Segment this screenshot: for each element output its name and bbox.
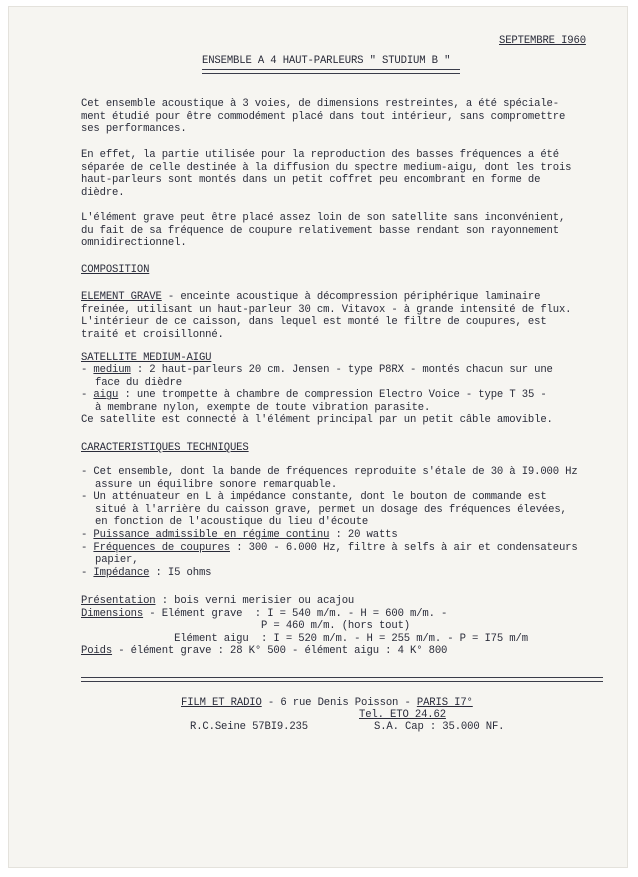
text-line: Cet ensemble, dont la bande de fréquences reproduite s'étale de 30 à I9.000 Hz xyxy=(93,466,578,478)
satellite-block: - medium : 2 haut-parleurs 20 cm. Jensen - type P8RX - montés chacun sur une face du dièdre - aigu : une trompette à chambre de compression Electro Voice - type T 35 - à membrane nylon, exempte de toute vibration parasite. Ce satellite est connecté à l'élément principal par un petit câble amovible. xyxy=(81,364,601,427)
dimensions-line: Elément aigu : I = 520 m/m. - H = 255 m/m. - P = I75 m/m xyxy=(81,632,528,645)
company-registration: R.C.Seine 57BI9.235 xyxy=(190,721,308,733)
footer-address-line xyxy=(181,697,473,710)
text-line: face du dièdre xyxy=(95,376,182,389)
weight-label: Poids xyxy=(81,645,113,658)
text-line: situé à l'arrière du caisson grave, permet un dosage des fréquences élevées, xyxy=(95,503,567,516)
text-line: freinée, utilisant un haut-parleur 30 cm. Vitavox - à grande intensité de flux. xyxy=(81,303,572,316)
text-line: du fait de sa fréquence de coupure relativement basse rendant son rayonnement xyxy=(81,224,559,237)
element-grave-label: ELEMENT GRAVE xyxy=(81,291,162,303)
text-line: assure un équilibre sonore remarquable. xyxy=(95,478,338,491)
company-city: PARIS I7° xyxy=(416,697,473,709)
title-double-underline xyxy=(202,69,460,74)
company-telephone: Tel. ETO 24.62 xyxy=(359,709,446,721)
satellite-note: Ce satellite est connecté à l'élément principal par un petit câble amovible. xyxy=(81,414,553,427)
specs-block: - Cet ensemble, dont la bande de fréquences reproduite s'étale de 30 à I9.000 Hz assure un équilibre sonore remarquable. - Un atténuateur en L à impédance constante, dont le bouton de commande est situé à l'arrière du caisson grave, permet un dosage des fréquences élevées, en fonction de l'acoustique du lieu d'écoute - Puissance admissible en régime continu : 20 watts - Fréquences de coupures : 300 - 6.000 Hz, filtre à selfs à air et condensateurs papier, - Impédance : I5 ohms xyxy=(81,466,601,579)
dimensions-line: P = 460 m/m. (hors tout) xyxy=(81,620,410,633)
presentation-block xyxy=(81,595,601,658)
text-line: ment étudié pour être commodément placé dans tout intérieur, sans compromettre xyxy=(81,110,566,123)
text-line: : 2 haut-parleurs 20 cm. Jensen - type P8RX - montés chacun sur une xyxy=(130,364,553,376)
specs-heading: CARACTERISTIQUES TECHNIQUES xyxy=(81,442,249,454)
text-line: omnidirectionnel. xyxy=(81,237,187,250)
document-title: ENSEMBLE A 4 HAUT-PARLEURS " STUDIUM B " xyxy=(202,55,451,67)
document-date: SEPTEMBRE I960 xyxy=(499,35,586,47)
impedance-label: Impédance xyxy=(93,566,150,579)
intro-paragraph-2 xyxy=(81,149,601,199)
text-line: à membrane nylon, exempte de toute vibration parasite. xyxy=(95,401,431,414)
company-name: FILM ET RADIO xyxy=(181,697,262,709)
text-line: Un atténuateur en L à impédance constante, dont le bouton de commande est xyxy=(93,491,547,504)
footer-separator xyxy=(81,677,603,682)
text-line: L'intérieur de ce caisson, dans lequel est monté le filtre de coupures, est xyxy=(81,316,547,329)
text-line: : une trompette à chambre de compression Electro Voice - type T 35 - xyxy=(118,389,547,402)
weight-value: - élément grave : 28 K° 500 - élément aigu : 4 K° 800 xyxy=(112,645,448,658)
aigu-label: aigu xyxy=(93,389,119,402)
frequency-label: Fréquences de coupures xyxy=(93,541,230,554)
frequency-value: : 300 - 6.000 Hz, filtre à selfs à air et condensateurs xyxy=(229,541,578,554)
text-line: traité et croisillonné. xyxy=(81,328,224,341)
impedance-value: : I5 ohms xyxy=(149,566,212,579)
text-line: ses performances. xyxy=(81,123,187,136)
presentation-value: : bois verni merisier ou acajou xyxy=(155,595,355,607)
text-line: En effet, la partie utilisée pour la reproduction des basses fréquences a été xyxy=(81,149,559,161)
medium-label: medium xyxy=(93,364,131,376)
dimensions-value: - Elément grave : I = 540 m/m. - H = 600 m/m. - xyxy=(143,607,448,620)
text-line: séparée de celle destinée à la diffusion du spectre medium-aigu, dont les trois xyxy=(81,161,572,174)
text-line: dièdre. xyxy=(81,186,125,199)
power-label: Puissance admissible en régime continu xyxy=(93,528,330,541)
text-line: haut-parleurs sont montés dans un petit coffret peu encombrant en forme de xyxy=(81,174,541,187)
company-capital: S.A. Cap : 35.000 NF. xyxy=(374,721,505,733)
text-line: papier, xyxy=(95,554,139,567)
power-value: : 20 watts xyxy=(329,528,398,541)
element-grave-block xyxy=(81,291,601,341)
text-line: - enceinte acoustique à décompression périphérique laminaire xyxy=(161,291,541,303)
company-address: - 6 rue Denis Poisson - xyxy=(261,697,417,709)
composition-heading: COMPOSITION xyxy=(81,264,150,276)
intro-paragraph-1 xyxy=(81,98,601,136)
text-line: Cet ensemble acoustique à 3 voies, de dimensions restreintes, a été spéciale- xyxy=(81,98,559,110)
presentation-label: Présentation xyxy=(81,595,156,607)
satellite-heading: SATELLITE MEDIUM-AIGU xyxy=(81,352,212,364)
text-line: en fonction de l'acoustique du lieu d'écoute xyxy=(95,516,369,529)
text-line: L'élément grave peut être placé assez loin de son satellite sans inconvénient, xyxy=(81,212,566,224)
dimensions-label: Dimensions xyxy=(81,607,144,620)
intro-paragraph-3 xyxy=(81,212,601,250)
